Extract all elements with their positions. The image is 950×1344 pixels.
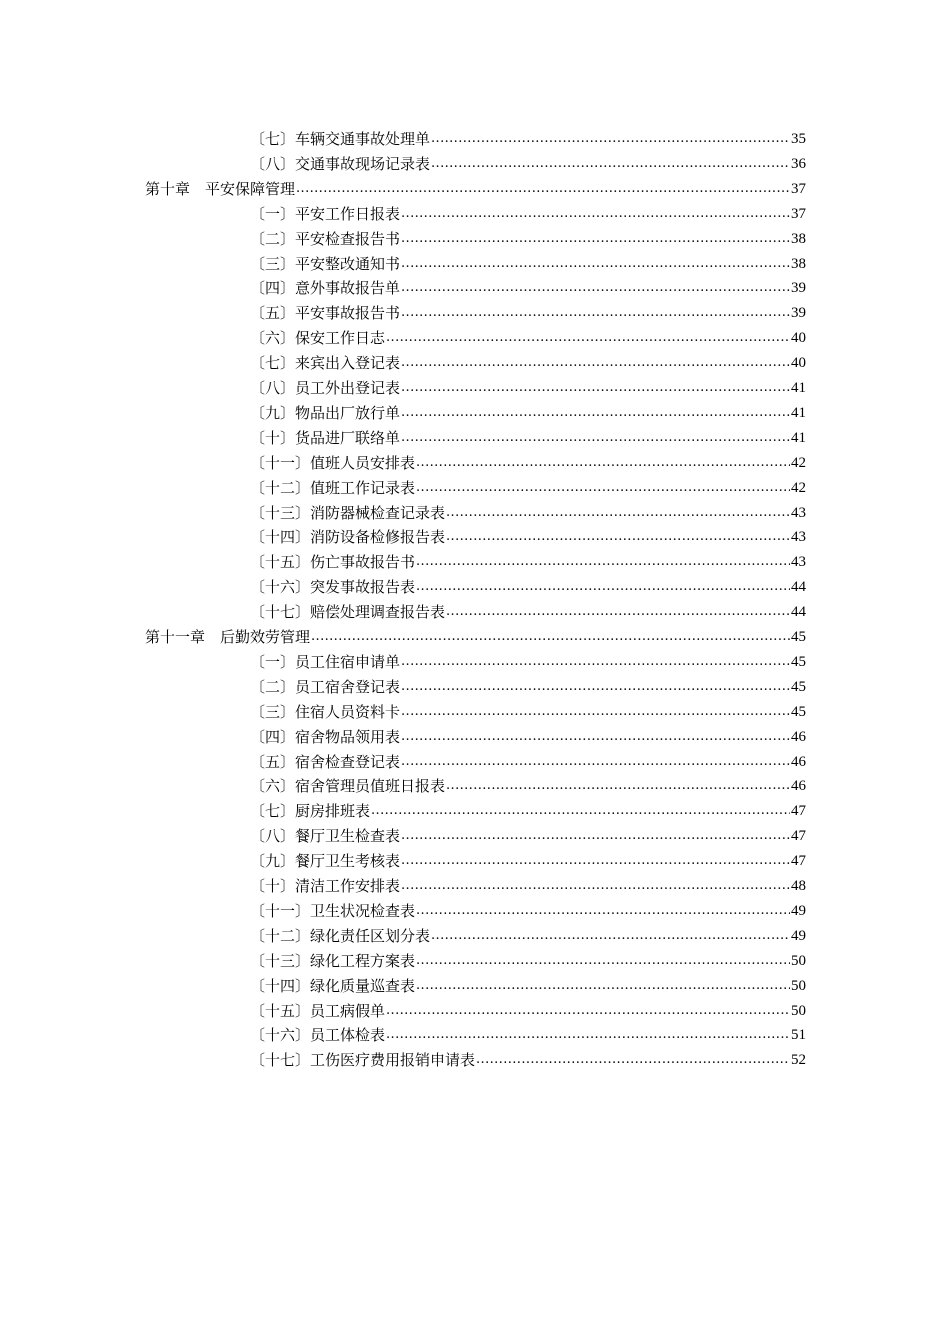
dot-leader (446, 603, 790, 621)
toc-section-entry[interactable] (250, 921, 806, 945)
dot-leader (401, 827, 790, 845)
toc-entry-title: 〔四〕意外事故报告单 (250, 279, 401, 298)
toc-entry-title: 〔十二〕绿化责任区划分表 (250, 926, 431, 945)
toc-section-entry[interactable] (250, 821, 806, 845)
toc-page-number: 50 (791, 1002, 806, 1019)
dot-leader (431, 130, 790, 148)
dot-leader (416, 952, 790, 970)
toc-entry-title: 〔十一〕值班人员安排表 (250, 453, 416, 472)
dot-leader (386, 1002, 790, 1020)
toc-section-entry[interactable] (250, 871, 806, 895)
toc-section-entry[interactable] (250, 348, 806, 372)
toc-entry-title: 〔七〕厨房排班表 (250, 802, 371, 821)
toc-page-number: 35 (791, 131, 806, 147)
dot-leader (431, 927, 790, 945)
dot-leader (401, 753, 790, 771)
toc-entry-title: 〔三〕住宿人员资料卡 (250, 702, 401, 721)
dot-leader (446, 528, 790, 546)
toc-entry-title: 〔六〕宿舍管理员值班日报表 (250, 777, 446, 796)
dot-leader (401, 653, 790, 671)
toc-entry-title: 〔十三〕绿化工程方案表 (250, 951, 416, 970)
dot-leader (401, 379, 790, 397)
toc-entry-title: 〔十七〕赔偿处理调查报告表 (250, 603, 446, 622)
dot-leader (386, 329, 790, 347)
toc-entry-title: 〔八〕餐厅卫生检查表 (250, 827, 401, 846)
toc-entry-title: 〔十三〕消防器械检查记录表 (250, 503, 446, 522)
toc-section-entry[interactable] (250, 1020, 806, 1044)
toc-chapter-entry[interactable] (145, 174, 806, 198)
toc-entry-title: 〔十六〕员工体检表 (250, 1026, 386, 1045)
toc-section-entry[interactable] (250, 547, 806, 571)
toc-page-number: 38 (791, 230, 806, 247)
toc-page-number: 45 (791, 678, 806, 695)
toc-page-number: 38 (791, 255, 806, 272)
toc-page-number: 47 (791, 803, 806, 820)
toc-section-entry[interactable] (250, 846, 806, 870)
toc-section-entry[interactable] (250, 323, 806, 347)
dot-leader (476, 1051, 790, 1069)
toc-page-number: 43 (791, 504, 806, 521)
dot-leader (401, 728, 790, 746)
toc-entry-title: 〔九〕餐厅卫生考核表 (250, 852, 401, 871)
dot-leader (401, 230, 790, 248)
toc-entry-title: 〔三〕平安整改通知书 (250, 254, 401, 273)
toc-section-entry[interactable] (250, 199, 806, 223)
dot-leader (416, 553, 790, 571)
toc-page-number: 43 (791, 529, 806, 546)
toc-page-number: 46 (791, 728, 806, 745)
toc-entry-title: 〔二〕平安检查报告书 (250, 229, 401, 248)
toc-page-number: 40 (791, 330, 806, 347)
toc-page-number: 45 (791, 653, 806, 670)
toc-section-entry[interactable] (250, 448, 806, 472)
toc-section-entry[interactable] (250, 373, 806, 397)
toc-entry-title: 〔十〕清洁工作安排表 (250, 877, 401, 895)
dot-leader (296, 180, 790, 198)
toc-page-number: 44 (791, 604, 806, 621)
toc-entry-title: 〔九〕物品出厂放行单 (250, 403, 401, 422)
dot-leader (401, 852, 790, 870)
toc-section-entry[interactable] (250, 1045, 806, 1069)
toc-page-number: 37 (791, 180, 806, 197)
toc-section-entry[interactable] (250, 398, 806, 422)
dot-leader (311, 628, 790, 646)
toc-section-entry[interactable] (250, 249, 806, 273)
toc-entry-title: 〔十六〕突发事故报告表 (250, 578, 416, 597)
dot-leader (416, 454, 790, 472)
toc-page-number: 46 (791, 778, 806, 795)
toc-section-entry[interactable] (250, 771, 806, 795)
toc-section-entry[interactable] (250, 597, 806, 621)
dot-leader (401, 354, 790, 372)
toc-page-number: 44 (791, 579, 806, 596)
toc-section-entry[interactable] (250, 672, 806, 696)
toc-page-number: 41 (791, 380, 806, 396)
toc-page-number: 49 (791, 927, 806, 944)
toc-section-entry[interactable] (250, 971, 806, 995)
dot-leader (401, 205, 790, 223)
toc-page-number: 51 (791, 1027, 806, 1044)
toc-section-entry[interactable] (250, 124, 806, 148)
toc-page-number: 47 (791, 853, 806, 870)
toc-page-number: 52 (791, 1052, 806, 1069)
toc-entry-title: 第十一章 后勤效劳管理 (145, 628, 311, 646)
toc-page-number: 37 (791, 205, 806, 222)
toc-page-number: 49 (791, 902, 806, 919)
toc-page-number: 39 (791, 280, 806, 297)
toc-page-number: 41 (791, 404, 806, 421)
toc-section-entry[interactable] (250, 273, 806, 297)
toc-entry-title: 〔二〕员工宿舍登记表 (250, 677, 401, 696)
dot-leader (416, 977, 790, 995)
dot-leader (446, 504, 790, 522)
toc-entry-title: 〔十一〕卫生状况检查表 (250, 901, 416, 920)
toc-entry-title: 〔十四〕消防设备检修报告表 (250, 528, 446, 547)
dot-leader (431, 155, 790, 173)
toc-entry-title: 〔七〕来宾出入登记表 (250, 354, 401, 373)
toc-page-number: 48 (791, 878, 806, 894)
toc-entry-title: 〔七〕车辆交通事故处理单 (250, 130, 431, 148)
toc-entry-title: 〔五〕宿舍检查登记表 (250, 752, 401, 771)
toc-page-number: 45 (791, 629, 806, 645)
toc-entry-title: 〔十五〕员工病假单 (250, 1001, 386, 1020)
toc-section-entry[interactable] (250, 722, 806, 746)
dot-leader (401, 304, 790, 322)
toc-entry-title: 第十章 平安保障管理 (145, 179, 296, 198)
toc-page-number: 47 (791, 828, 806, 845)
toc-section-entry[interactable] (250, 224, 806, 248)
dot-leader (386, 1026, 790, 1044)
dot-leader (416, 902, 790, 920)
toc-section-entry[interactable] (250, 473, 806, 497)
dot-leader (401, 404, 790, 422)
toc-entry-title: 〔十二〕值班工作记录表 (250, 478, 416, 497)
toc-page-number: 40 (791, 355, 806, 372)
toc-entry-title: 〔一〕平安工作日报表 (250, 204, 401, 223)
toc-chapter-entry[interactable] (145, 622, 806, 646)
toc-section-entry[interactable] (250, 572, 806, 596)
toc-entry-title: 〔十五〕伤亡事故报告书 (250, 553, 416, 572)
toc-section-entry[interactable] (250, 498, 806, 522)
dot-leader (401, 703, 790, 721)
toc-page-number: 45 (791, 703, 806, 720)
dot-leader (371, 802, 790, 820)
toc-page-number: 36 (791, 155, 806, 172)
toc-entry-title: 〔十〕货品进厂联络单 (250, 428, 401, 447)
dot-leader (446, 777, 790, 795)
toc-entry-title: 〔五〕平安事故报告书 (250, 304, 401, 323)
toc-entry-title: 〔八〕交通事故现场记录表 (250, 154, 431, 173)
dot-leader (416, 479, 790, 497)
toc-page-number: 46 (791, 753, 806, 770)
toc-section-entry[interactable] (250, 697, 806, 721)
dot-leader (401, 279, 790, 297)
toc-section-entry[interactable] (250, 796, 806, 820)
toc-page-number: 41 (791, 429, 806, 446)
toc-section-entry[interactable] (250, 996, 806, 1020)
toc-entry-title: 〔八〕员工外出登记表 (250, 379, 401, 397)
toc-page-number: 39 (791, 305, 806, 322)
toc-entry-title: 〔十七〕工伤医疗费用报销申请表 (250, 1051, 476, 1070)
dot-leader (401, 255, 790, 273)
toc-section-entry[interactable] (250, 298, 806, 322)
toc-page-number: 42 (791, 479, 806, 496)
dot-leader (401, 678, 790, 696)
toc-entry-title: 〔六〕保安工作日志 (250, 329, 386, 348)
toc-entry-title: 〔四〕宿舍物品领用表 (250, 727, 401, 746)
dot-leader (416, 578, 790, 596)
toc-entry-title: 〔一〕员工住宿申请单 (250, 652, 401, 671)
toc-section-entry[interactable] (250, 946, 806, 970)
toc-section-entry[interactable] (250, 423, 806, 447)
toc-section-entry[interactable] (250, 149, 806, 173)
toc-page-number: 50 (791, 977, 806, 994)
toc-entry-title: 〔十四〕绿化质量巡查表 (250, 976, 416, 995)
toc-page-number: 50 (791, 952, 806, 969)
toc-section-entry[interactable] (250, 647, 806, 671)
toc-section-entry[interactable] (250, 896, 806, 920)
dot-leader (401, 877, 790, 895)
toc-page-number: 43 (791, 554, 806, 571)
toc-section-entry[interactable] (250, 747, 806, 771)
dot-leader (401, 429, 790, 447)
toc-page-number: 42 (791, 454, 806, 471)
toc-section-entry[interactable] (250, 522, 806, 546)
